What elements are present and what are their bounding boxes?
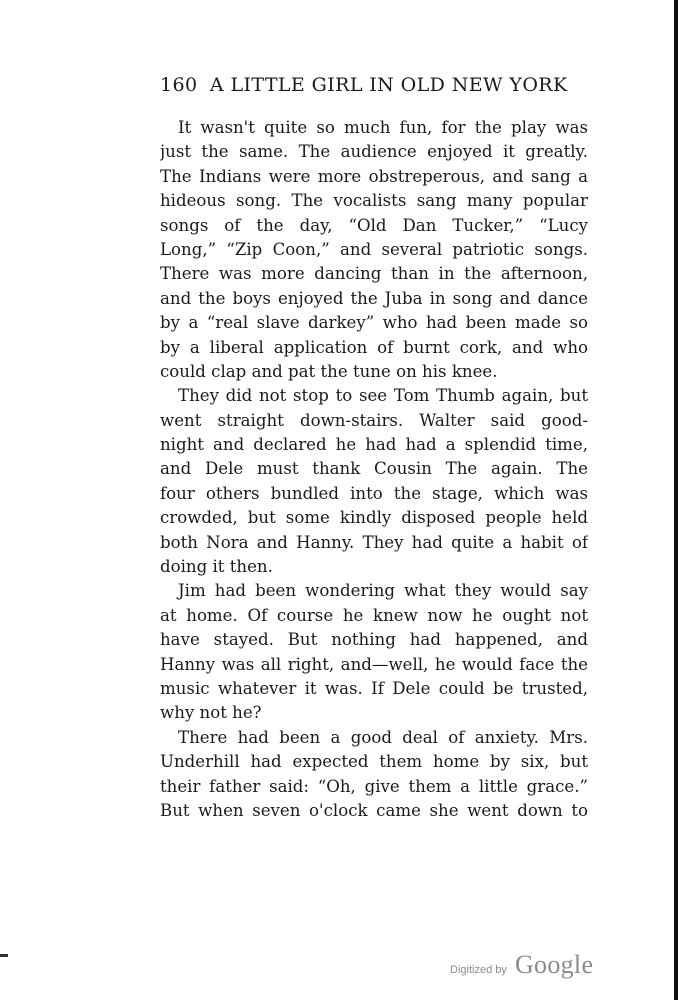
watermark-prefix: Digitized by bbox=[450, 964, 507, 976]
text-line: They did not stop to see Tom Thumb again, but bbox=[178, 386, 588, 406]
text-line: Hanny was all right, and—well, he would face the bbox=[160, 654, 588, 674]
text-line: at home. Of course he knew now he ought not bbox=[160, 605, 588, 625]
scan-edge-mark bbox=[0, 954, 8, 957]
text-line: by a “real slave darkey” who had been made so bbox=[160, 313, 588, 333]
text-line: by a liberal application of burnt cork, and who bbox=[160, 337, 588, 357]
text-line: and Dele must thank Cousin The again. The bbox=[160, 459, 588, 479]
running-title: A LITTLE GIRL IN OLD NEW YORK bbox=[209, 74, 568, 96]
text-line: It wasn't quite so much fun, for the play was bbox=[178, 118, 588, 137]
text-line: hideous song. The vocalists sang many popular bbox=[160, 191, 588, 211]
page-number: 160 bbox=[160, 74, 198, 96]
google-logo: Google bbox=[514, 950, 594, 979]
text-line: music whatever it was. If Dele could be trusted, bbox=[160, 678, 588, 698]
digitized-by-google-watermark bbox=[450, 950, 593, 980]
text-line: crowded, but some kindly disposed people held bbox=[160, 508, 588, 528]
text-line: There had been a good deal of anxiety. Mrs. bbox=[178, 727, 588, 747]
text-line: have stayed. But nothing had happened, and bbox=[160, 630, 588, 650]
body-text bbox=[160, 116, 588, 823]
text-line: Jim had been wondering what they would say bbox=[178, 581, 588, 601]
text-line: Long,” “Zip Coon,” and several patriotic songs. bbox=[160, 239, 588, 259]
page-edge-shadow bbox=[674, 0, 678, 1000]
text-line: and the boys enjoyed the Juba in song and dance bbox=[160, 288, 588, 308]
text-line: Underhill had expected them home by six, but bbox=[160, 752, 588, 772]
text-line: both Nora and Hanny. They had quite a habit of bbox=[160, 532, 588, 552]
text-line: just the same. The audience enjoyed it greatly. bbox=[160, 142, 588, 162]
text-line: why not he? bbox=[160, 703, 262, 723]
text-line: But when seven o'clock came she went down to bbox=[160, 800, 588, 820]
text-line: songs of the day, “Old Dan Tucker,” “Lucy bbox=[160, 215, 588, 235]
text-line: doing it then. bbox=[160, 557, 273, 577]
text-line: could clap and pat the tune on his knee. bbox=[160, 361, 498, 381]
text-line: their father said: “Oh, give them a little grace.” bbox=[160, 776, 588, 796]
text-line: The Indians were more obstreperous, and sang a bbox=[160, 166, 588, 186]
text-line: went straight down-stairs. Walter said good- bbox=[160, 410, 588, 430]
text-line: night and declared he had had a splendid time, bbox=[160, 435, 588, 455]
text-line: There was more dancing than in the afternoon, bbox=[160, 264, 588, 284]
running-header bbox=[160, 74, 568, 96]
text-line: four others bundled into the stage, which was bbox=[160, 483, 588, 503]
